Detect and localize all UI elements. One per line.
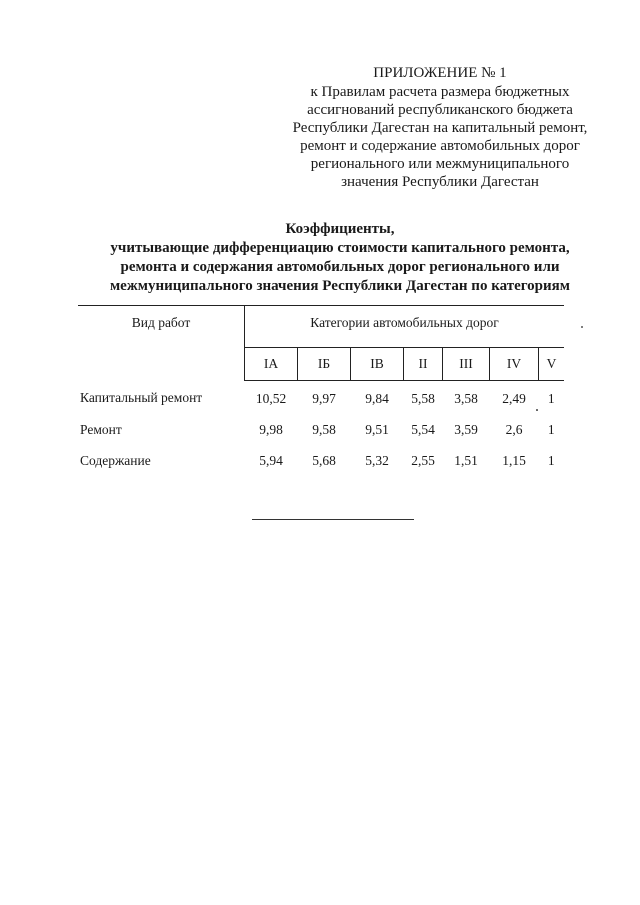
- table-row: [78, 381, 564, 415]
- title-line: Коэффициенты,: [285, 221, 395, 237]
- category-header: II: [404, 348, 443, 381]
- categories-header: Категории автомобильных дорог: [245, 306, 565, 348]
- scan-speck: [536, 409, 538, 411]
- document-title: [60, 220, 620, 296]
- category-header: IB: [351, 348, 404, 381]
- table-cell: 9,98: [259, 421, 283, 437]
- table-cell: 5,32: [365, 452, 389, 468]
- category-header: III: [443, 348, 490, 381]
- table-cell: 5,94: [259, 452, 283, 468]
- row-label: Капитальный ремонт: [80, 390, 203, 406]
- table-cell: 9,51: [365, 421, 389, 437]
- row-label: Содержание: [80, 452, 151, 468]
- appendix-line: регионального или межмуниципального: [310, 156, 570, 172]
- category-header: IA: [245, 348, 298, 381]
- work-type-header: Вид работ: [78, 306, 245, 381]
- table-cell: 10,52: [255, 390, 287, 406]
- category-header: V: [539, 348, 565, 381]
- table-cell: 2,49: [502, 390, 526, 406]
- title-line: межмуниципального значения Республики Дагестан по категориям: [109, 278, 571, 294]
- table-cell: 3,59: [454, 421, 478, 437]
- appendix-block: [270, 64, 610, 191]
- table-cell: 5,58: [411, 390, 435, 406]
- table-cell: 1,15: [502, 452, 526, 468]
- coefficients-table: [78, 305, 564, 476]
- category-header: IV: [490, 348, 539, 381]
- table-cell: 1,51: [454, 452, 478, 468]
- table-cell: 9,84: [365, 390, 389, 406]
- table-row: [78, 414, 564, 445]
- table-row: [78, 445, 564, 476]
- appendix-line: ремонт и содержание автомобильных дорог: [300, 138, 580, 154]
- scan-speck: [581, 326, 583, 328]
- title-line: ремонта и содержания автомобильных дорог регионального или: [120, 259, 560, 275]
- table-cell: 9,58: [312, 421, 336, 437]
- table-cell: 2,55: [411, 452, 435, 468]
- coefficients-table-wrapper: [78, 305, 564, 476]
- table-cell: 2,6: [505, 421, 523, 437]
- table-cell: 3,58: [454, 390, 478, 406]
- category-header: IБ: [298, 348, 351, 381]
- table-cell: 1: [547, 452, 555, 468]
- appendix-title: ПРИЛОЖЕНИЕ № 1: [373, 65, 507, 81]
- table-cell: 9,97: [312, 390, 336, 406]
- table-cell: 5,68: [312, 452, 336, 468]
- table-cell: 1: [547, 390, 555, 406]
- appendix-line: значения Республики Дагестан: [341, 174, 539, 190]
- table-cell: 1: [547, 421, 555, 437]
- row-label: Ремонт: [80, 421, 122, 437]
- appendix-line: ассигнований республиканского бюджета: [307, 102, 573, 118]
- title-line: учитывающие дифференциацию стоимости капитального ремонта,: [110, 240, 570, 256]
- table-cell: 5,54: [411, 421, 435, 437]
- appendix-line: к Правилам расчета размера бюджетных: [310, 84, 570, 100]
- closing-rule: [252, 519, 414, 520]
- appendix-line: Республики Дагестан на капитальный ремонт,: [292, 120, 588, 136]
